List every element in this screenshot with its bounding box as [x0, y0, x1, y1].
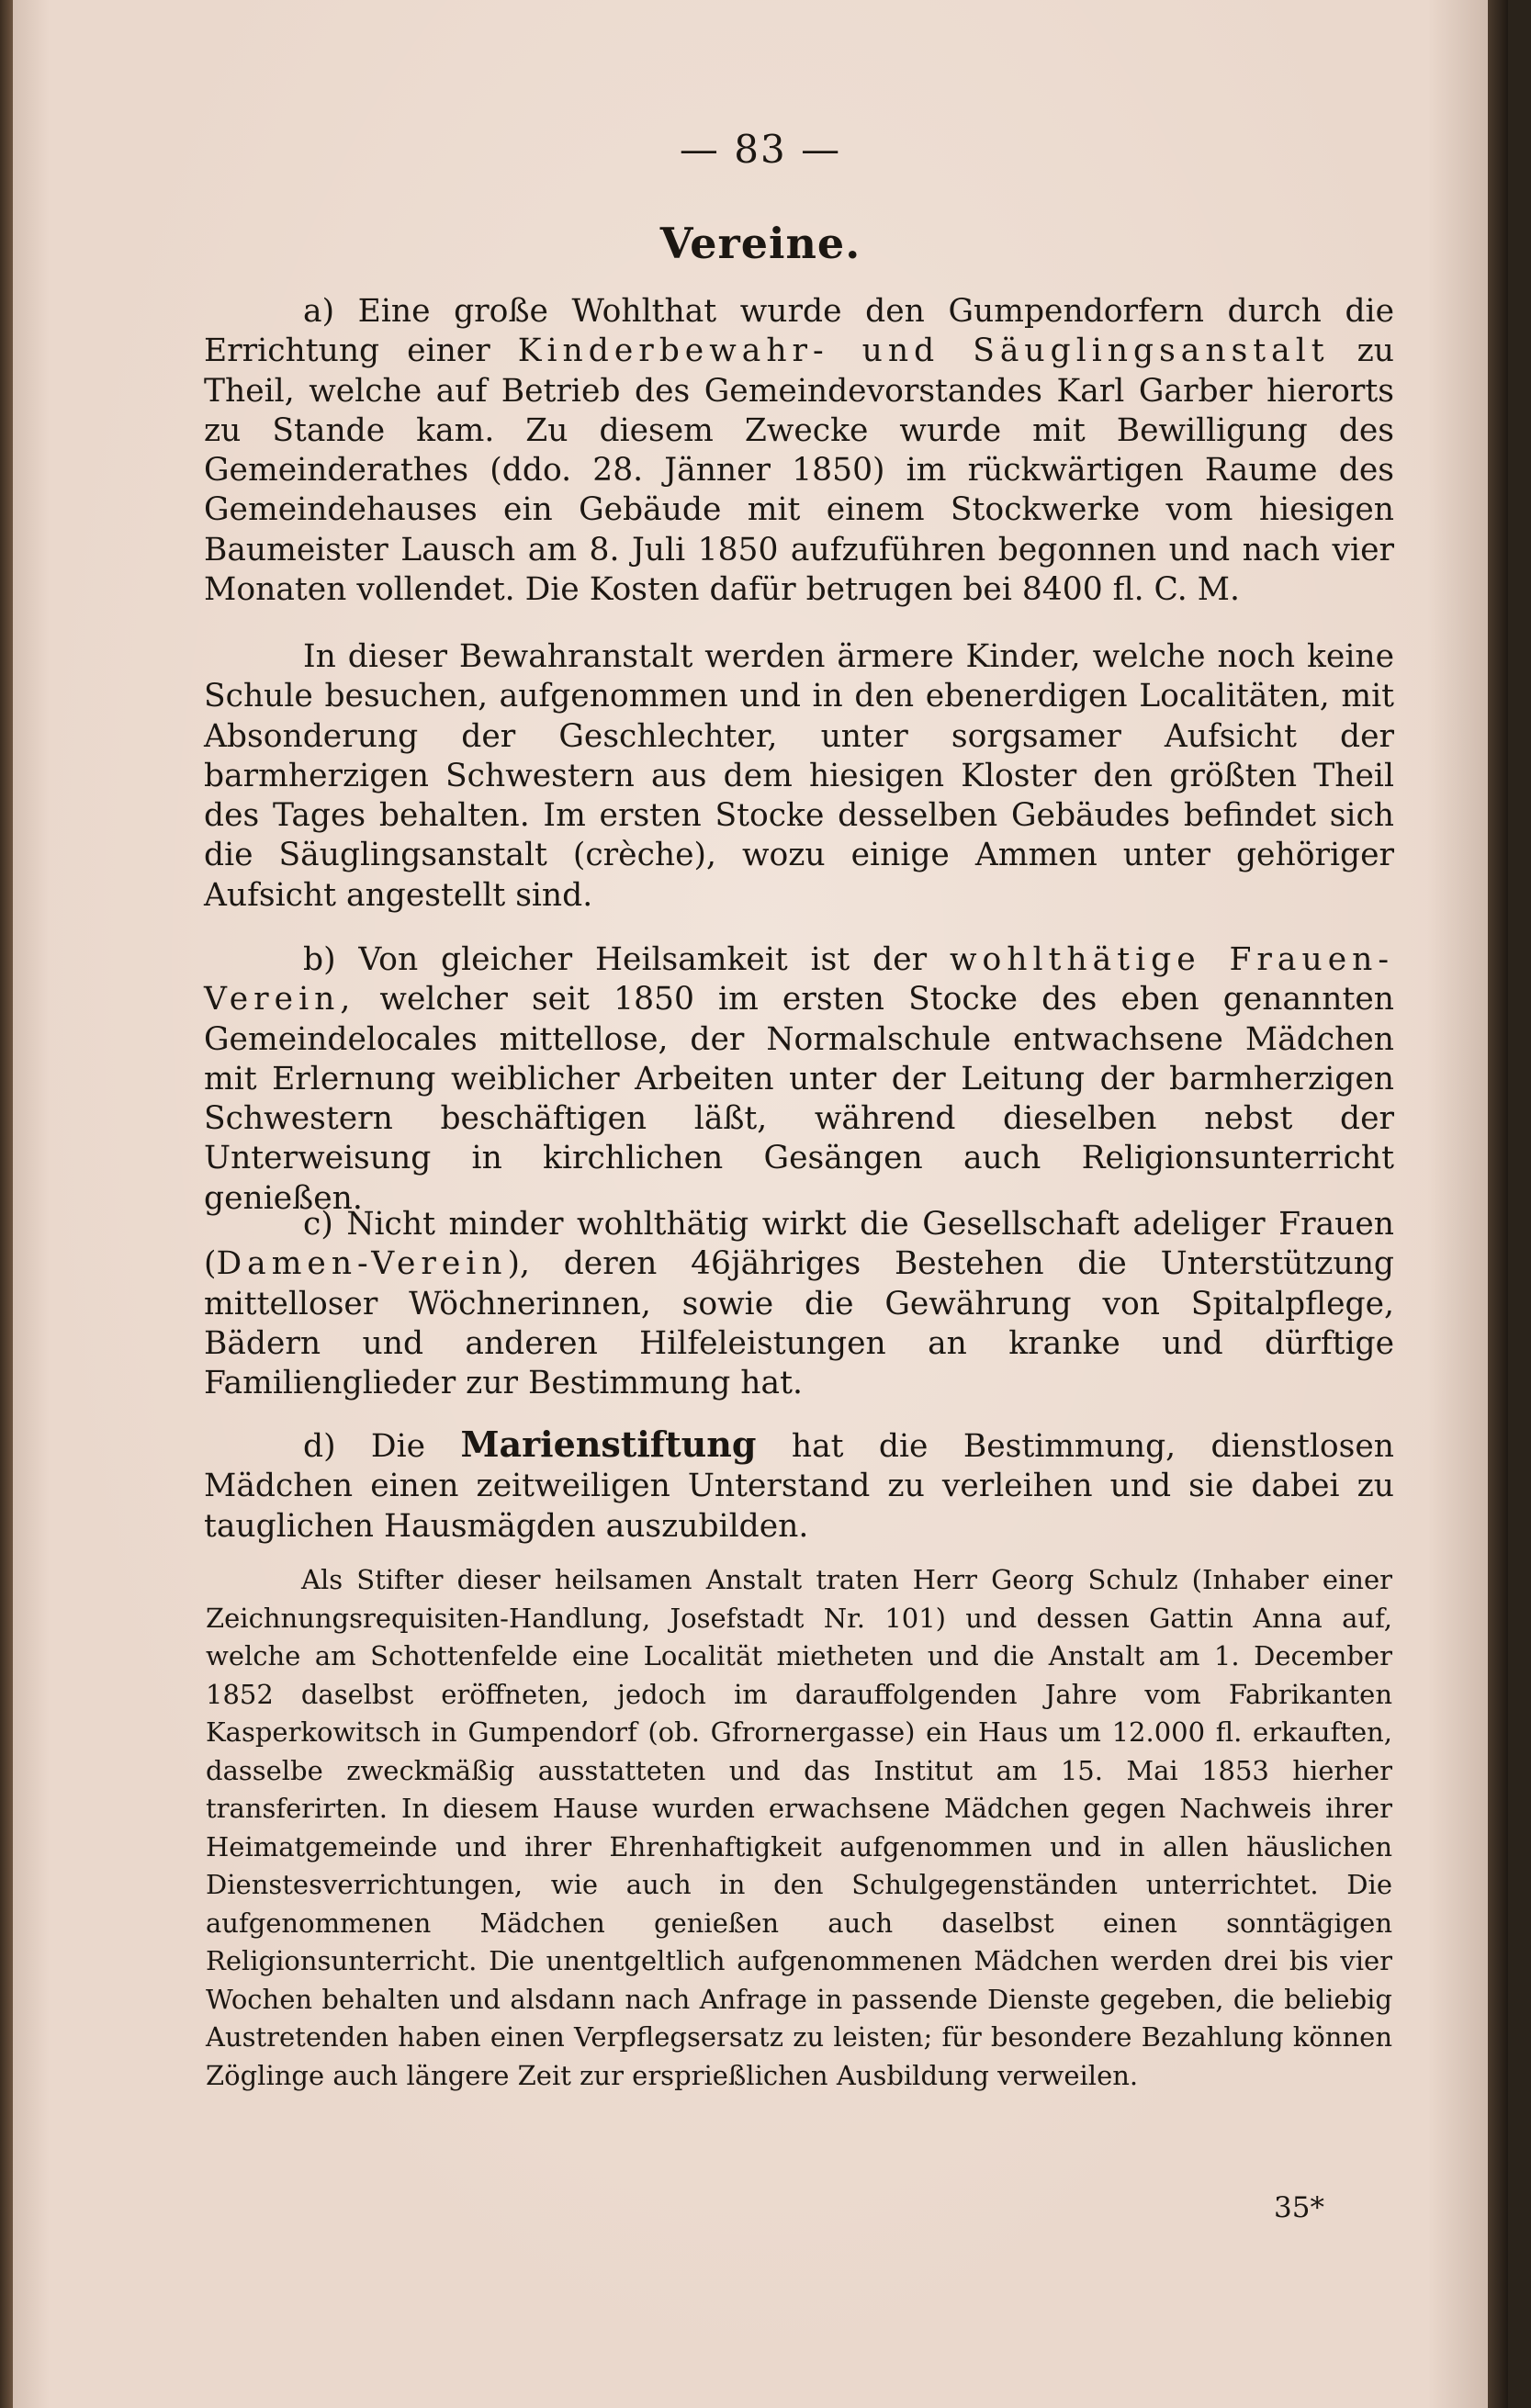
paragraph-a [204, 292, 1394, 610]
paragraph-a-institution: Kinderbewahr- und Säuglingsanstalt [517, 332, 1330, 370]
paragraph-b-intro: b) Von gleicher Heilsamkeit ist der [303, 941, 928, 978]
paragraph-b-association: wohlthätige Frauen-Verein, [204, 941, 1395, 1018]
book-page [13, 0, 1508, 2408]
signature-mark: 35* [1274, 2191, 1324, 2224]
section-heading: Vereine. [659, 219, 861, 268]
paragraph-a-rest: zu Theil, welche auf Betrieb des Gemeindevorstandes Karl Garber hierorts zu Stande kam. Zu diesem Zwecke wurde mit Bewilligung des Gemeinderathes (ddo. 28. Jänner 1850) im rückwärtigen Raume des Gemeindehauses ein Gebäude mit einem Stockwerke vom hiesigen Baumeister Lausch am 8. Juli 1850 aufzuführen begonnen und nach vier Monaten vollendet. Die Kosten dafür betrugen bei 8400 fl. C. M. [204, 332, 1395, 609]
page-number: — 83 — [679, 127, 842, 172]
paragraph-a-intro: a) Eine große Wohlthat wurde den Gumpendorfern durch die Errichtung einer [204, 293, 1394, 370]
paragraph-d [204, 1424, 1394, 1547]
paragraph-d-rest: hat die Bestimmung, dienstlosen Mädchen einen zeitweiligen Unterstand zu verleihen und sie dabei zu tauglichen Hausmägden auszubilden. [204, 1428, 1394, 1545]
footnote-text: Als Stifter dieser heilsamen Anstalt traten Herr Georg Schulz (Inhaber einer Zeichnungsrequisiten-Handlung, Josefstadt Nr. 101) und dessen Gattin Anna auf, welche am Schottenfelde eine Localität mietheten und die Anstalt am 1. December 1852 daselbst eröffneten, jedoch im darauffolgenden Jahre vom Fabrikanten Kasperkowitsch in Gumpendorf (ob. Gfrornergasse) ein Haus um 12.000 fl. erkauften, dasselbe zweckmäßig ausstatteten und das Institut am 15. Mai 1853 hierher transferirten. In diesem Hause wurden erwachsene Mädchen gegen Nachweis ihrer Heimatgemeinde und ihrer Ehrenhaftigkeit aufgenommen und in allen häuslichen Dienstesverrichtungen, wie auch in den Schulgegenständen unterrichtet. Die aufgenommenen Mädchen genießen auch daselbst einen sonntägigen Religionsunterricht. Die unentgeltlich aufgenommenen Mädchen werden drei bis vier Wochen behalten und alsdann nach Anfrage in passende Dienste gegeben, die beliebig Austretenden haben einen Verpflegsersatz zu leisten; für besondere Bezahlung können Zöglinge auch längere Zeit zur ersprießlichen Ausbildung verweilen. [206, 1564, 1392, 2091]
paragraph-c-rest: ), deren 46jähriges Bestehen die Unterstützung mittelloser Wöchnerinnen, sowie die Gewährung von Spitalpflege, Bädern und anderen Hilfeleistungen an kranke und dürftige Familienglieder zur Bestimmung hat. [204, 1245, 1394, 1402]
paragraph-b [204, 940, 1394, 1219]
book-spine [1488, 0, 1508, 2408]
paragraph-c-association: Damen-Verein [216, 1245, 508, 1283]
footnote-paragraph [206, 1561, 1392, 2095]
paragraph-d-intro: d) Die [303, 1428, 426, 1465]
paragraph-d-foundation: Marienstiftung [460, 1423, 757, 1465]
book-edge-left [0, 0, 13, 2408]
paragraph-c-intro: c) Nicht minder wohlthätig wirkt die Gesellschaft adeliger Frauen ( [204, 1206, 1394, 1283]
paragraph-b-rest: welcher seit 1850 im ersten Stocke des eben genannten Gemeindelocales mittellose, der Normalschule entwachsene Mädchen mit Erlernung weiblicher Arbeiten unter der Leitung der barmherzigen Schwestern beschäftigen läßt, während dieselben nebst der Unterweisung in kirchlichen Gesängen auch Religionsunterricht genießen. [204, 981, 1394, 1217]
paragraph-a2-text: In dieser Bewahranstalt werden ärmere Kinder, welche noch keine Schule besuchen, aufgenommen und in den ebenerdigen Localitäten, mit Absonderung der Geschlechter, unter sorgsamer Aufsicht der barmherzigen Schwestern aus dem hiesigen Kloster den größten Theil des Tages behalten. Im ersten Stocke desselben Gebäudes befindet sich die Säuglingsanstalt (crèche), wozu einige Ammen unter gehöriger Aufsicht angestellt sind. [204, 638, 1394, 914]
paragraph-c [204, 1205, 1394, 1403]
paragraph-a-continued [204, 637, 1394, 916]
